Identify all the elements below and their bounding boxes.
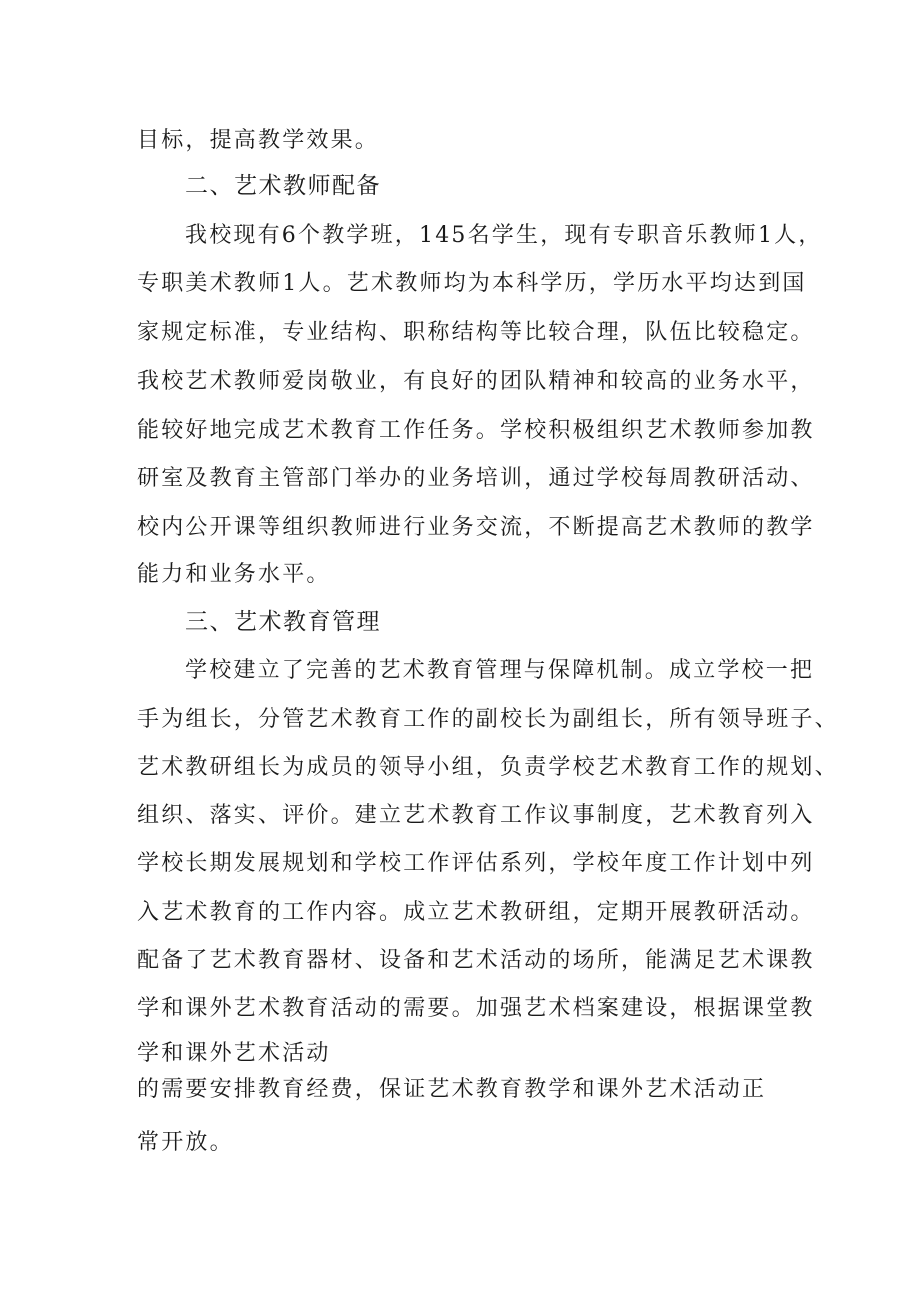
paragraph-line: 家规定标准，专业结构、职称结构等比较合理，队伍比较稳定。	[137, 320, 815, 345]
paragraph-line: 艺术教研组长为成员的领导小组，负责学校艺术教育工作的规划、	[137, 755, 839, 780]
paragraph-line: 学和课外艺术活动	[137, 1041, 331, 1066]
paragraph-line: 的需要安排教育经费，保证艺术教育教学和课外艺术活动正	[137, 1077, 767, 1102]
paragraph-line: 手为组长，分管艺术教育工作的副校长为副组长，所有领导班子、	[137, 707, 839, 732]
paragraph-line: 校内公开课等组织教师进行业务交流，不断提高艺术教师的教学	[137, 515, 815, 540]
paragraph-line: 能力和业务水平。	[137, 562, 331, 587]
paragraph-line: 学校建立了完善的艺术教育管理与保障机制。成立学校一把	[185, 658, 815, 683]
paragraph-line: 学校长期发展规划和学校工作评估系列，学校年度工作计划中列	[137, 851, 815, 876]
paragraph-line: 研室及教育主管部门举办的业务培训，通过学校每周教研活动、	[137, 466, 815, 491]
paragraph-line: 学和课外艺术教育活动的需要。加强艺术档案建设，根据课堂教	[137, 996, 815, 1021]
paragraph-line: 常开放。	[137, 1130, 234, 1155]
paragraph-line: 配备了艺术教育器材、设备和艺术活动的场所，能满足艺术课教	[137, 948, 815, 973]
paragraph-line: 目标，提高教学效果。	[137, 128, 380, 153]
paragraph-line: 专职美术教师1人。艺术教师均为本科学历，学历水平均达到国	[137, 271, 807, 296]
section-heading: 二、艺术教师配备	[185, 173, 381, 199]
paragraph-line: 能较好地完成艺术教育工作任务。学校积极组织艺术教师参加教	[137, 418, 815, 443]
paragraph-line: 我校现有6个教学班，145名学生，现有专职音乐教师1人，	[185, 223, 823, 248]
paragraph-line: 组织、落实、评价。建立艺术教育工作议事制度，艺术教育列入	[137, 803, 815, 828]
section-heading: 三、艺术教育管理	[185, 609, 381, 635]
paragraph-line: 入艺术教育的工作内容。成立艺术教研组，定期开展教研活动。	[137, 900, 815, 925]
paragraph-line: 我校艺术教师爱岗敬业，有良好的团队精神和较高的业务水平，	[137, 369, 815, 394]
